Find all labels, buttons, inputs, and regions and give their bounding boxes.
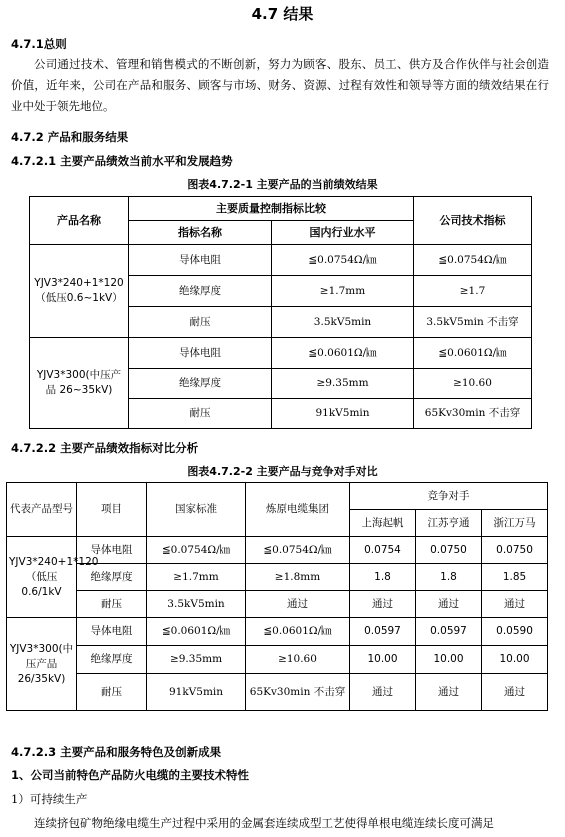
item-cell: 耐压: [77, 591, 147, 618]
competitor-cell: 1.8: [350, 564, 416, 591]
header-competitor-1: 上海起帆: [350, 510, 416, 537]
header-model: 代表产品型号: [7, 483, 77, 537]
header-competitors: 竞争对手: [350, 483, 548, 510]
competitor-cell: 0.0597: [416, 618, 482, 646]
competitor-cell: 0.0597: [350, 618, 416, 646]
competitor-cell: 通过: [416, 674, 482, 711]
header-product-name: 产品名称: [30, 197, 129, 245]
company-cell: 65Kv30min 不击穿: [414, 399, 532, 429]
table-row: [7, 618, 548, 646]
table-row: [7, 674, 548, 711]
product-cell: YJV3*240+1*120（低压0.6~1kV）: [30, 245, 129, 338]
item-cell: 导体电阻: [77, 537, 147, 564]
table-competitor-comparison: [6, 482, 548, 711]
header-national-standard: 国家标准: [147, 483, 246, 537]
own-cell: 通过: [246, 591, 350, 618]
own-cell: ≦0.0754Ω/㎞: [246, 537, 350, 564]
section-heading-products: 4.7.2 产品和服务结果: [11, 130, 129, 144]
national-cell: ≦0.0754Ω/㎞: [147, 537, 246, 564]
competitor-cell: 0.0754: [350, 537, 416, 564]
table-current-performance: [29, 196, 532, 429]
section-heading-comparison: 4.7.2.2 主要产品绩效指标对比分析: [11, 441, 199, 455]
subheading-sustainable: 1）可持续生产: [11, 792, 88, 806]
competitor-cell: 通过: [482, 674, 548, 711]
header-domestic-level: 国内行业水平: [272, 221, 414, 245]
competitor-cell: 0.0590: [482, 618, 548, 646]
indicator-cell: 导体电阻: [129, 245, 272, 276]
indicator-cell: 绝缘厚度: [129, 276, 272, 307]
section-heading-innovation: 4.7.2.3 主要产品和服务特色及创新成果: [11, 745, 222, 759]
subheading-fire-cable: 1、公司当前特色产品防火电缆的主要技术特性: [11, 768, 249, 782]
national-cell: ≦0.0601Ω/㎞: [147, 618, 246, 646]
section-heading-general: 4.7.1总则: [11, 37, 67, 51]
competitor-cell: 通过: [416, 591, 482, 618]
table-row: [7, 537, 548, 564]
model-cell: YJV3*240+1*120（低压0.6/1kV: [7, 537, 77, 618]
competitor-cell: 10.00: [416, 646, 482, 674]
competitor-cell: 0.0750: [416, 537, 482, 564]
national-cell: 91kV5min: [147, 674, 246, 711]
own-cell: ≥1.8mm: [246, 564, 350, 591]
model-cell: YJV3*300(中压产品26/35kV): [7, 618, 77, 711]
competitor-cell: 0.0750: [482, 537, 548, 564]
innovation-paragraph: 连续挤包矿物绝缘电缆生产过程中采用的金属套连续成型工艺使得单根电缆连续长度可满足: [34, 816, 494, 830]
indicator-cell: 导体电阻: [129, 338, 272, 369]
domestic-cell: 3.5kV5min: [272, 307, 414, 338]
domestic-cell: ≥1.7mm: [272, 276, 414, 307]
product-cell: YJV3*300(中压产品 26~35kV): [30, 338, 129, 429]
item-cell: 耐压: [77, 674, 147, 711]
indicator-cell: 耐压: [129, 307, 272, 338]
table-row: [30, 338, 532, 369]
header-competitor-2: 江苏亨通: [416, 510, 482, 537]
table-row: [30, 245, 532, 276]
competitor-cell: 通过: [350, 674, 416, 711]
item-cell: 绝缘厚度: [77, 646, 147, 674]
table1-caption: 图表4.7.2-1 主要产品的当前绩效结果: [187, 178, 378, 191]
table-row: [7, 591, 548, 618]
header-company-indicator: 公司技术指标: [414, 197, 532, 245]
table2-caption: 图表4.7.2-2 主要产品与竞争对手对比: [187, 465, 378, 478]
general-paragraph: 公司通过技术、管理和销售模式的不断创新，努力为顾客、股东、员工、供方及合作伙伴与社会创造价值，近年来，公司在产品和服务、顾客与市场、财务、资源、过程有效性和领导等方面的绩效结果在行业中处于领先地位。: [11, 57, 549, 113]
company-cell: ≦0.0601Ω/㎞: [414, 338, 532, 369]
header-own-group: 炼原电缆集团: [246, 483, 350, 537]
item-cell: 绝缘厚度: [77, 564, 147, 591]
own-cell: ≦0.0601Ω/㎞: [246, 618, 350, 646]
own-cell: 65Kv30min 不击穿: [246, 674, 350, 711]
company-cell: ≥1.7: [414, 276, 532, 307]
table-row: [7, 646, 548, 674]
header-item: 项目: [77, 483, 147, 537]
domestic-cell: ≦0.0601Ω/㎞: [272, 338, 414, 369]
domestic-cell: 91kV5min: [272, 399, 414, 429]
competitor-cell: 通过: [350, 591, 416, 618]
item-cell: 导体电阻: [77, 618, 147, 646]
company-cell: ≥10.60: [414, 369, 532, 399]
national-cell: 3.5kV5min: [147, 591, 246, 618]
page-title: 4.7 结果: [251, 5, 314, 23]
domestic-cell: ≦0.0754Ω/㎞: [272, 245, 414, 276]
header-competitor-3: 浙江万马: [482, 510, 548, 537]
indicator-cell: 耐压: [129, 399, 272, 429]
national-cell: ≥9.35mm: [147, 646, 246, 674]
indicator-cell: 绝缘厚度: [129, 369, 272, 399]
competitor-cell: 1.85: [482, 564, 548, 591]
section-heading-current-level: 4.7.2.1 主要产品绩效当前水平和发展趋势: [11, 154, 233, 168]
own-cell: ≥10.60: [246, 646, 350, 674]
competitor-cell: 1.8: [416, 564, 482, 591]
company-cell: ≦0.0754Ω/㎞: [414, 245, 532, 276]
company-cell: 3.5kV5min 不击穿: [414, 307, 532, 338]
domestic-cell: ≥9.35mm: [272, 369, 414, 399]
competitor-cell: 10.00: [482, 646, 548, 674]
header-quality-indicators: 主要质量控制指标比较: [129, 197, 414, 221]
header-indicator-name: 指标名称: [129, 221, 272, 245]
competitor-cell: 10.00: [350, 646, 416, 674]
competitor-cell: 通过: [482, 591, 548, 618]
national-cell: ≥1.7mm: [147, 564, 246, 591]
